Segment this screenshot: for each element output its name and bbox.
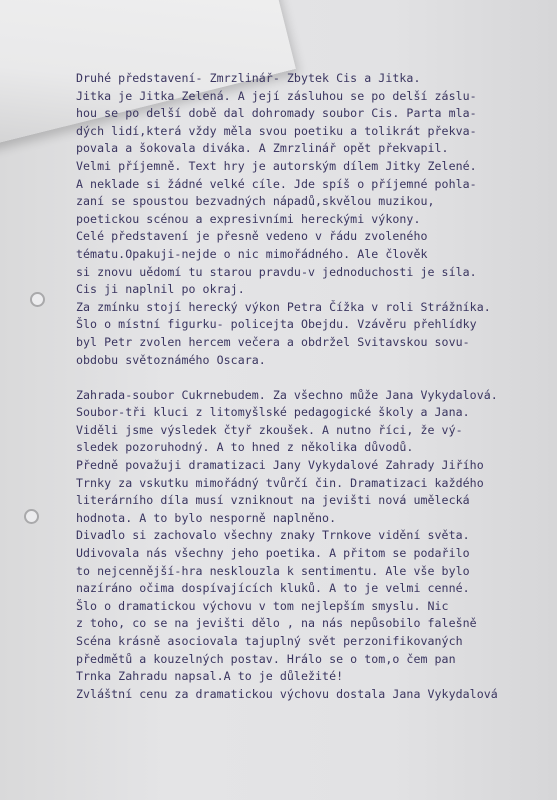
text-line: Scéna krásně asociovala tajuplný svět perzonifikovaných	[76, 634, 463, 648]
text-line: poetickou scénou a expresivními hereckými výkony.	[76, 211, 421, 226]
text-line: Divadlo si zachovalo všechny znaky Trnkove vidění světa.	[76, 528, 470, 543]
text-line: hodnota. A to bylo nesporně naplněno.	[76, 510, 337, 525]
text-line: A neklade si žádné velké cíle. Jde spíš o příjemné pohla-	[76, 176, 477, 191]
text-line: Za zmínku stojí herecký výkon Petra Čížka v roli Strážníka.	[76, 299, 491, 314]
text-line: povala a šokovala diváka. A Zmrzlinář opět překvapil.	[76, 141, 449, 156]
paragraph-gap	[76, 369, 546, 387]
text-line: Jitka je Jitka Zelená. A její zásluhou se po delší záslu-	[76, 88, 477, 103]
text-line: Velmi příjemně. Text hry je autorským dílem Jitky Zelené.	[76, 158, 477, 173]
text-line: to nejcennější-hra nesklouzla k sentimentu. Ale vše bylo	[76, 563, 470, 578]
text-line: Celé představení je přesně vedeno v řádu zvoleného	[76, 229, 428, 244]
text-line: Zvláštní cenu za dramatickou výchovu dostala Jana Vykydalová	[76, 686, 498, 701]
text-line: literárního díla musí vzniknout na jevišti nová umělecká	[76, 493, 470, 508]
text-line: Viděli jsme výsledek čtyř zkoušek. A nutno říci, že vý-	[76, 422, 463, 437]
text-line: Předně považuji dramatizaci Jany Vykydalové Zahrady Jiřího	[76, 458, 484, 473]
text-line: Trnka Zahradu napsal.A to je důležité!	[76, 669, 344, 684]
text-line: hou se po delší době dal dohromady soubor Cis. Parta mla-	[76, 106, 477, 121]
text-line: obdobu světoznámého Oscara.	[76, 352, 266, 367]
text-line: Šlo o místní figurku- policejta Obejdu. Vzávěru přehlídky	[76, 317, 477, 332]
text-line: byl Petr zvolen hercem večera a obdržel Svitavskou sovu-	[76, 334, 470, 349]
text-line: Udivovala nás všechny jeho poetika. A přitom se podařilo	[76, 546, 470, 561]
text-line: Šlo o dramatickou výchovu v tom nejlepším smyslu. Nic	[76, 598, 449, 613]
text-line: sledek pozoruhodný. A to hned z několika důvodů.	[76, 440, 414, 455]
text-line: Cis ji naplnil po okraj.	[76, 282, 245, 297]
punch-hole-lower	[24, 509, 39, 524]
text-line: Soubor-tři kluci z litomyšlské pedagogické školy a Jana.	[76, 405, 470, 420]
text-line: nazíráno očima dospívajících kluků. A to je velmi cenné.	[76, 581, 470, 596]
paragraph-zahrada	[76, 387, 546, 704]
text-line: Druhé představení- Zmrzlinář- Zbytek Cis a Jitka.	[76, 71, 421, 85]
text-line: dých lidí,která vždy měla svou poetiku a tolikrát překva-	[76, 123, 477, 138]
text-line: předmětů a kouzelných postav. Hrálo se o tom,o čem pan	[76, 651, 456, 666]
text-line: si znovu uědomí tu starou pravdu-v jednoduchosti je síla.	[76, 264, 477, 279]
text-line: Zahrada-soubor Cukrnebudem. Za všechno může Jana Vykydalová.	[76, 387, 498, 402]
document-body	[76, 70, 546, 703]
text-line: Trnky za vskutku mimořádný tvůrčí čin. Dramatizaci každého	[76, 475, 484, 490]
punch-hole-upper	[30, 292, 45, 307]
paragraph-cis-jitka	[76, 70, 546, 369]
text-line: z toho, co se na jevišti dělo , na nás nepůsobilo falešně	[76, 616, 477, 631]
text-line: tématu.Opakuji-nejde o nic mimořádného. Ale člověk	[76, 246, 428, 261]
text-line: zaní se spoustou bezvadných nápadů,skvělou muzikou,	[76, 194, 435, 209]
